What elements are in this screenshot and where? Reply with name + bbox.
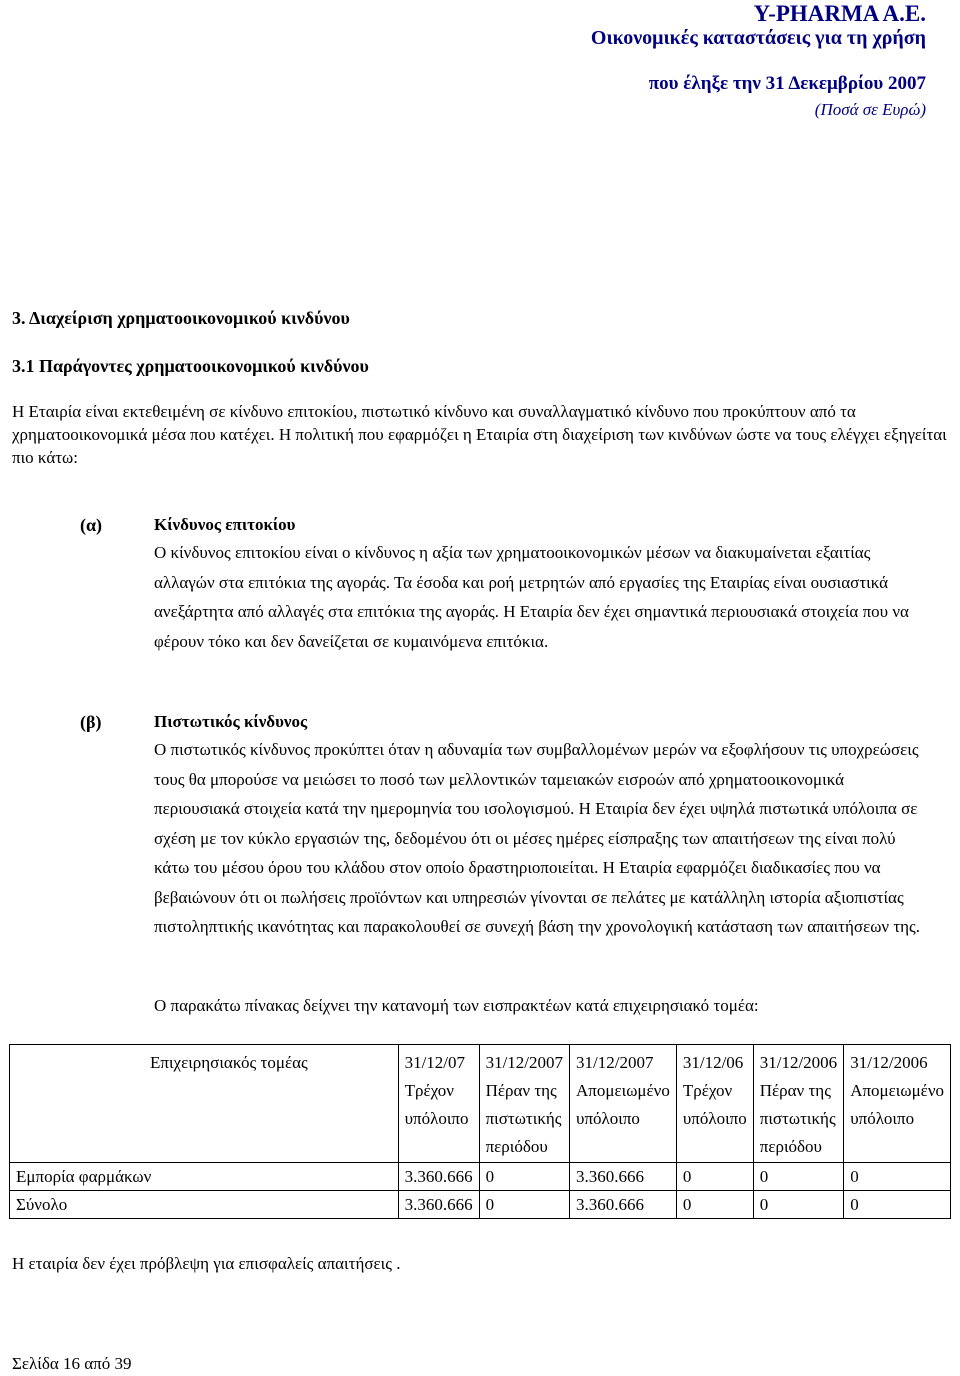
table-cell: 3.360.666 — [398, 1163, 479, 1191]
row-label-pharma-trade: Εμπορία φαρμάκων — [10, 1163, 399, 1191]
table-cell: 0 — [479, 1163, 569, 1191]
subsection-title: 3.1 Παράγοντες χρηματοοικονομικού κινδύνου — [12, 356, 369, 376]
section-title: 3. Διαχείριση χρηματοοικονομικού κινδύνου — [12, 308, 350, 328]
table-cell: 0 — [753, 1191, 843, 1219]
table-intro: Ο παρακάτω πίνακας δείχνει την κατανομή των εισπρακτέων κατά επιχειρησιακό τομέα: — [154, 996, 759, 1015]
provision-note: Η εταιρία δεν έχει πρόβλεψη για επισφαλείς απαιτήσεις . — [12, 1254, 401, 1273]
page-number: Σελίδα 16 από 39 — [12, 1354, 132, 1373]
table-cell: 0 — [479, 1191, 569, 1219]
table-cell: 0 — [676, 1191, 753, 1219]
statement-period: που έληξε την 31 Δεκεμβρίου 2007 — [648, 73, 926, 94]
currency-note: (Ποσά σε Ευρώ) — [814, 100, 926, 119]
item-title-interest-risk: Κίνδυνος επιτοκίου — [154, 515, 296, 534]
item-label-b: (β) — [80, 712, 102, 732]
table-cell: 0 — [753, 1163, 843, 1191]
table-cell: 3.360.666 — [570, 1191, 677, 1219]
receivables-table — [9, 1044, 951, 1219]
table-header-row — [10, 1045, 951, 1163]
item-label-a: (α) — [80, 515, 103, 535]
table-cell: 0 — [676, 1163, 753, 1191]
header-cell-current-2007: 31/12/07 Τρέχον υπόλοιπο — [398, 1045, 479, 1163]
header-cell-overdue-2006: 31/12/2006 Πέραν της πιστωτικής περιόδου — [753, 1045, 843, 1163]
item-title-credit-risk: Πιστωτικός κίνδυνος — [154, 712, 308, 731]
row-label-total: Σύνολο — [10, 1191, 399, 1219]
header-cell-sector: Επιχειρησιακός τομέας — [10, 1045, 399, 1163]
table-cell: 0 — [844, 1191, 951, 1219]
item-body-credit-risk: Ο πιστωτικός κίνδυνος προκύπτει όταν η αδυναμία των συμβαλλομένων μερών να εξοφλήσουν τις υποχρεώσεις τους θα μπορούσε να μειώσει το ποσό των μελλοντικών ταμειακών εισροών από χρηματοοικονομικά περιουσιακά στοιχεία κατά την ημερομηνία του ισολογισμού. Η Εταιρία δεν έχει υψηλά πιστωτικά υπόλοιπα σε σχέση με τον κύκλο εργασιών της, δεδομένου ότι οι μέσες ημέρες είσπραξης των απαιτήσεων της είναι πολύ κάτω του μέσου όρου του κλάδου στον οποίο δραστηριοποιείται. Η Εταιρία εφαρμόζει διαδικασίες που να βεβαιώνουν ότι οι πωλήσεις προϊόντων και υπηρεσιών γίνονται σε πελάτες με κατάλληλη ιστορία αξιοπιστίας πιστοληπτικής ικανότητας και παρακολουθεί σε συνεχή βάση την χρονολογική κατάσταση των απαιτήσεων της. — [154, 740, 921, 936]
header-cell-current-2006: 31/12/06 Τρέχον υπόλοιπο — [676, 1045, 753, 1163]
header-cell-overdue-2007: 31/12/2007 Πέραν της πιστωτικής περιόδου — [479, 1045, 569, 1163]
item-body-interest-risk: Ο κίνδυνος επιτοκίου είναι ο κίνδυνος η αξία των χρηματοοικονομικών μέσων να διακυμαίνεται εξαιτίας αλλαγών στα επιτόκια της αγοράς. Τα έσοδα και ροή μετρητών από εργασίες της Εταιρίας είναι ουσιαστικά ανεξάρτητα από αλλαγές στα επιτόκια της αγοράς. Η Εταιρία δεν έχει σημαντικά περιουσιακά στοιχεία που να φέρουν τόκο και δεν δανείζεται σε κυμαινόμενα επιτόκια. — [154, 543, 909, 651]
table-cell: 3.360.666 — [570, 1163, 677, 1191]
header-cell-impaired-2007: 31/12/2007 Απομειωμένο υπόλοιπο — [570, 1045, 677, 1163]
table-cell: 0 — [844, 1163, 951, 1191]
table-row-total — [10, 1191, 951, 1219]
company-name: Υ-PHARMA A.E. — [753, 1, 926, 26]
statement-title: Οικονομικές καταστάσεις για τη χρήση — [590, 27, 926, 49]
header-cell-impaired-2006: 31/12/2006 Απομειωμένο υπόλοιπο — [844, 1045, 951, 1163]
table-cell: 3.360.666 — [398, 1191, 479, 1219]
intro-paragraph: Η Εταιρία είναι εκτεθειμένη σε κίνδυνο επιτοκίου, πιστωτικό κίνδυνο και συναλλαγματικό κίνδυνο που προκύπτουν από τα χρηματοοικονομικά μέσα που κατέχει. Η πολιτική που εφαρμόζει η Εταιρία στη διαχείριση των κινδύνων ώστε να τους ελέγχει εξηγείται πιο κάτω: — [12, 402, 947, 467]
table-row — [10, 1163, 951, 1191]
